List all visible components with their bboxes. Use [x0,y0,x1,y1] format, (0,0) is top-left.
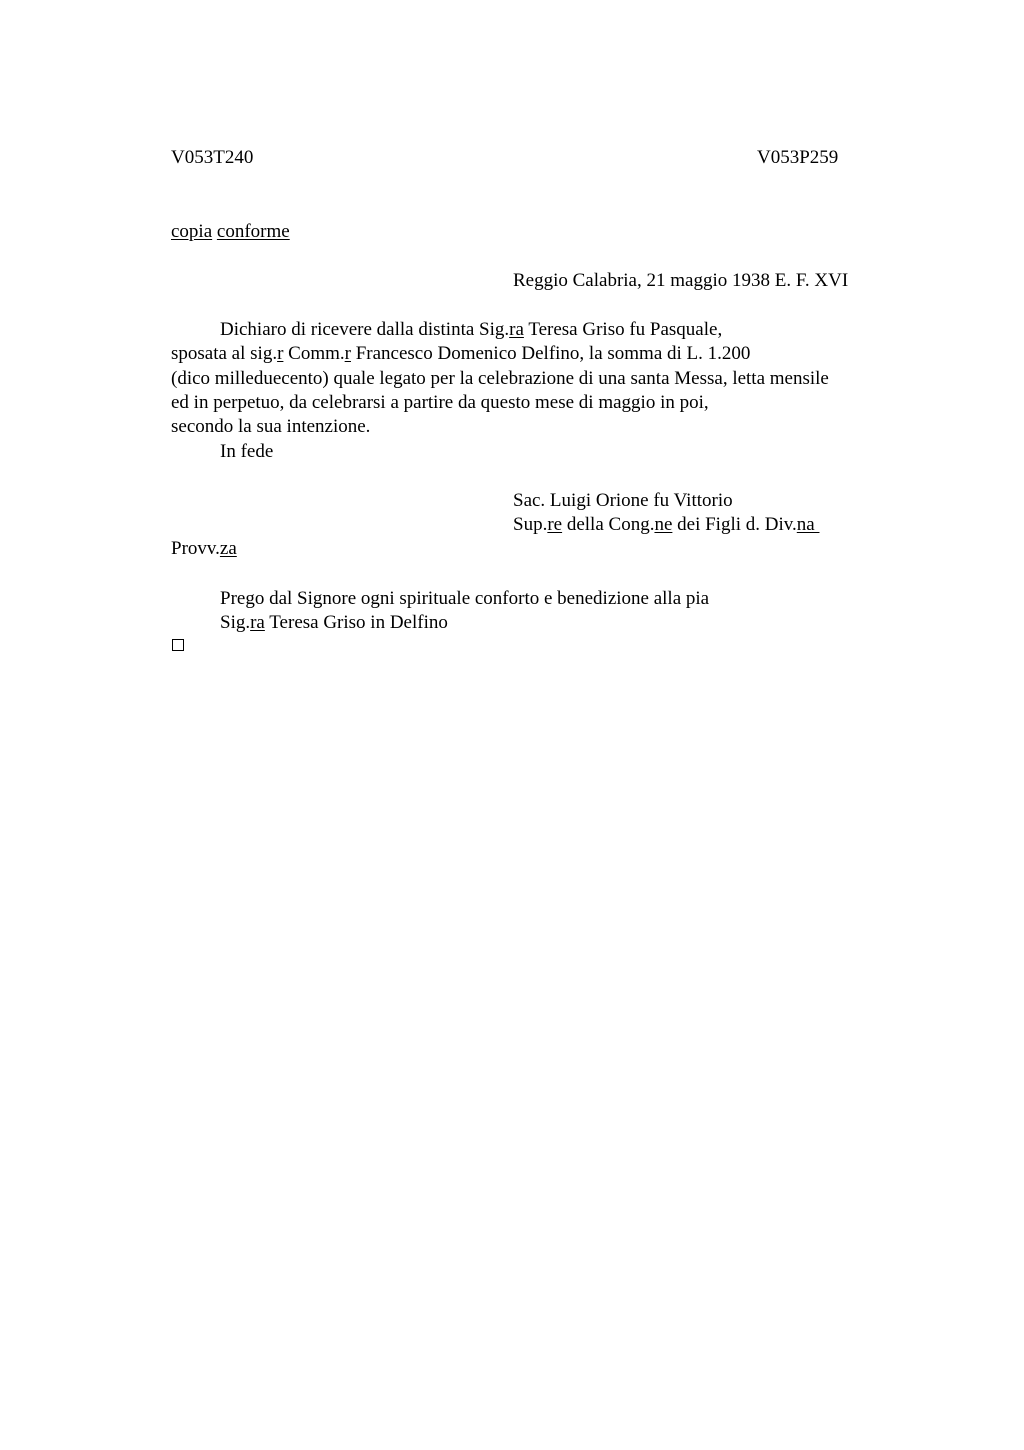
document-code-left: V053T240 [171,147,254,168]
closing-in-fede: In fede [220,441,274,462]
abbrev-superscript: na [796,514,820,535]
signature-name: Sac. Luigi Orione fu Vittorio [513,490,733,511]
body-text: Francesco Domenico Delfino, la somma di L. 1.200 [350,343,751,364]
body-text: Sup. [513,514,548,535]
body-line-3: (dico milleduecento) quale legato per la celebrazione di una santa Messa, letta mensile [171,368,829,389]
abbrev-superscript: r [344,343,351,364]
abbrev-superscript: ra [509,319,524,340]
place-date: Reggio Calabria, 21 maggio 1938 E. F. XVI [513,270,849,291]
body-text: Teresa Griso in Delfino [264,612,448,633]
body-line-4: ed in perpetuo, da celebrarsi a partire da questo mese di maggio in poi, [171,392,709,413]
signature-title [513,513,819,537]
body-text: della Cong. [562,514,655,535]
title-word-conforme: conforme [216,221,290,242]
body-line-5: secondo la sua intenzione. [171,416,371,437]
body-text: Provv. [171,538,220,559]
empty-box-icon [172,639,184,651]
abbrev-superscript: ra [250,612,265,633]
abbrev-superscript: ne [654,514,673,535]
body-text: sposata al sig. [171,343,278,364]
signature-title-continued [171,537,237,561]
abbrev-superscript: r [277,343,284,364]
body-text: dei Figli d. Div. [672,514,797,535]
body-line-2 [171,342,750,366]
body-text: Teresa Griso fu Pasquale, [523,319,723,340]
abbrev-superscript: re [547,514,563,535]
document-title [171,220,290,244]
postscript-line-2 [220,611,448,635]
title-word-copia: copia [171,221,213,242]
document-code-right: V053P259 [757,147,839,168]
body-line-1 [220,318,722,342]
body-text: Dichiaro di ricevere dalla distinta Sig. [220,319,510,340]
postscript-line-1: Prego dal Signore ogni spirituale conforto e benedizione alla pia [220,588,710,609]
body-text: Sig. [220,612,251,633]
abbrev-superscript: za [219,538,237,559]
body-text: Comm. [283,343,345,364]
